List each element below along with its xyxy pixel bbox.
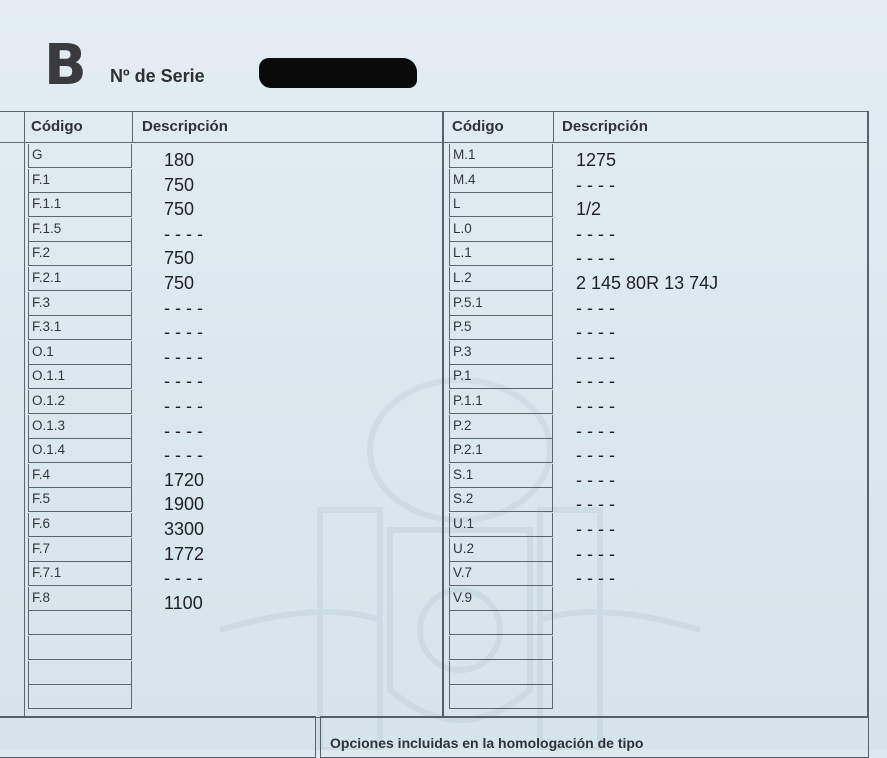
left-code-cell: O.1.4 [28, 439, 132, 463]
left-col-divider-a [24, 111, 25, 716]
right-code-cell: P.1 [449, 365, 553, 389]
right-code-header: Código [452, 118, 504, 135]
section-letter: B [44, 33, 85, 98]
left-code-cell: F.2.1 [28, 267, 132, 291]
right-value: - - - - [576, 519, 615, 539]
right-value: - - - - [576, 322, 615, 343]
right-value: - - - - [576, 469, 615, 490]
right-value: - - - - [576, 420, 615, 441]
right-code-cell [449, 661, 553, 685]
right-code-cell: M.1 [449, 144, 553, 168]
right-code-cell: V.9 [449, 587, 553, 611]
right-code-cell [449, 636, 553, 660]
right-code-cell: M.4 [449, 169, 553, 193]
left-value: - - - - [164, 322, 203, 343]
right-value: - - - - [576, 223, 615, 244]
right-value: - - - - [576, 445, 615, 466]
redacted-serial-number [259, 58, 417, 88]
right-code-cell: U.1 [449, 513, 553, 537]
left-value: - - - - [164, 346, 203, 367]
left-code-cell [28, 661, 132, 685]
right-code-cell: U.2 [449, 538, 553, 562]
right-code-cell: L.2 [449, 267, 553, 291]
right-value: 1275 [576, 150, 617, 170]
left-value: - - - - [164, 371, 203, 392]
right-value: - - - - [576, 346, 615, 367]
left-value: 750 [164, 248, 195, 269]
right-code-cell: P.5.1 [449, 292, 553, 316]
left-value: - - - - [164, 396, 203, 416]
right-col-divider [553, 111, 554, 142]
left-code-cell: F.1 [28, 169, 132, 193]
left-value: 1720 [164, 469, 205, 490]
right-code-cell: P.3 [449, 341, 553, 365]
left-value: 1100 [164, 592, 203, 613]
left-code-cell [28, 636, 132, 660]
left-code-cell: F.8 [28, 587, 132, 611]
left-value: 1772 [164, 543, 205, 564]
left-code-cell: F.3 [28, 292, 132, 316]
left-code-cell [28, 611, 132, 635]
right-code-cell [449, 685, 553, 709]
left-code-cell: F.1.1 [28, 193, 132, 217]
left-desc-header: Descripción [142, 118, 228, 135]
right-code-cell [449, 611, 553, 635]
left-code-cell: G [28, 144, 132, 168]
bottom-left-box [0, 716, 316, 758]
serie-label: Nº de Serie [110, 66, 205, 86]
left-code-cell: O.1 [28, 341, 132, 365]
left-code-cell: F.1.5 [28, 218, 132, 242]
right-value: - - - - [576, 568, 615, 589]
right-header-divider [443, 142, 867, 143]
right-value: 1/2 [576, 199, 602, 220]
right-code-cell: P.1.1 [449, 390, 553, 414]
right-value: - - - - [576, 543, 615, 564]
left-value: 180 [164, 150, 195, 170]
left-value: - - - - [164, 445, 203, 466]
left-header-divider [0, 142, 443, 143]
left-code-cell: F.2 [28, 242, 132, 266]
left-code-cell [28, 685, 132, 709]
left-value: - - - - [164, 223, 203, 244]
left-col-divider-b [132, 111, 133, 142]
left-value: 1900 [164, 494, 205, 515]
opciones-label: Opciones incluidas en la homologación de tipo [330, 735, 644, 751]
right-value: - - - - [576, 297, 615, 318]
right-code-cell: L [449, 193, 553, 217]
left-code-header: Código [31, 118, 83, 135]
right-code-cell: S.2 [449, 488, 553, 512]
left-value: 750 [164, 273, 195, 293]
right-code-cell: P.5 [449, 316, 553, 340]
right-value: - - - - [576, 371, 615, 392]
left-code-cell: F.4 [28, 464, 132, 488]
right-code-cell: L.0 [449, 218, 553, 242]
right-value: 2 145 80R 13 74J [576, 273, 719, 293]
right-value: - - - - [576, 174, 615, 195]
left-value: - - - - [164, 420, 203, 441]
left-code-cell: O.1.3 [28, 415, 132, 439]
left-value: - - - - [164, 568, 203, 589]
left-value: 3300 [164, 519, 205, 539]
left-code-cell: F.7 [28, 538, 132, 562]
left-code-cell: F.3.1 [28, 316, 132, 340]
left-value: 750 [164, 199, 195, 220]
left-code-cell: O.1.1 [28, 365, 132, 389]
right-value: - - - - [576, 396, 615, 416]
right-value: - - - - [576, 248, 615, 269]
left-value: - - - - [164, 297, 203, 318]
right-code-cell: V.7 [449, 562, 553, 586]
right-code-cell: L.1 [449, 242, 553, 266]
right-desc-header: Descripción [562, 118, 648, 135]
left-code-cell: O.1.2 [28, 390, 132, 414]
right-code-cell: S.1 [449, 464, 553, 488]
left-value: 750 [164, 174, 195, 195]
right-code-cell: P.2 [449, 415, 553, 439]
left-code-cell: F.7.1 [28, 562, 132, 586]
left-code-cell: F.6 [28, 513, 132, 537]
left-code-cell: F.5 [28, 488, 132, 512]
right-value: - - - - [576, 494, 615, 515]
right-code-cell: P.2.1 [449, 439, 553, 463]
right-outer-divider [867, 111, 868, 716]
